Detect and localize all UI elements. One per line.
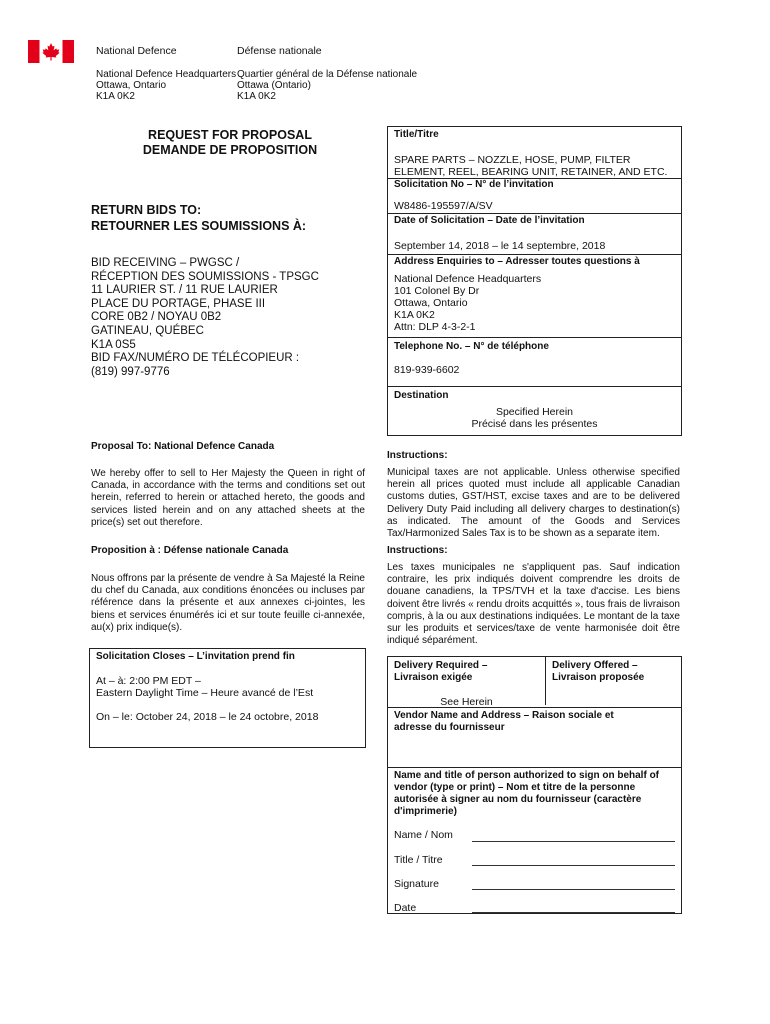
authorized-person-label: Name and title of person authorized to sign on behalf of vendor (type or print) – Nom et titre de la personne autorisée à signer au nom du fournisseur (caractère d'imprimerie): [394, 770, 660, 817]
divider: [388, 707, 681, 708]
proposal-text-en: We hereby offer to sell to Her Majesty the Queen in right of Canada, in accordance with the terms and conditions set out herein, referred to herein or attached hereto, the goods and services listed herein and on any attached sheets at the price(s) set out therefore.: [91, 468, 365, 528]
instructions-text-en: Municipal taxes are not applicable. Unless otherwise specified herein all prices quoted must include all applicable Canadian customs duties, GST/HST, excise taxes and are to be delivered Delivery Duty Paid including all delivery charges to destination(s) as indicated. The amount of the Goods and Services Tax/Harmonized Sales Tax is to be shown as a separate item.: [387, 467, 680, 540]
title-value: SPARE PARTS – NOZZLE, HOSE, PUMP, FILTER ELEMENT, REEL, BEARING UNIT, RETAINER, AND ETC.: [394, 154, 668, 178]
name-field[interactable]: [472, 841, 675, 842]
return-bids-address: BID RECEIVING – PWGSC / RÉCEPTION DES SOUMISSIONS - TPSGC 11 LAURIER ST. / 11 RUE LAURIER PLACE DU PORTAGE, PHASE III CORE 0B2 / NOYAU 0B2 GATINEAU, QUÉBEC K1A 0S5 BID FAX/NUMÉRO DE TÉLÉCOPIEUR : (819) 997-9776: [91, 257, 319, 378]
department-name-en: National Defence: [96, 45, 177, 57]
proposal-text-fr: Nous offrons par la présente de vendre à Sa Majesté la Reine du chef du Canada, aux conditions énoncées ou incluses par référence dans la présente et aux annexes ci-jointes, les biens et services énumérés ici et sur toute feuille ci-annexée, au(x) prix indique(s).: [91, 573, 365, 633]
closes-label: Solicitation Closes – L’invitation prend fin: [96, 651, 295, 662]
instructions-label-fr: Instructions:: [387, 545, 448, 556]
enquiries-address: National Defence Headquarters 101 Colonel By Dr Ottawa, Ontario K1A 0K2 Attn: DLP 4-3-2-1: [394, 273, 542, 333]
department-name-fr: Défense nationale: [237, 45, 322, 57]
vendor-name-label: Vendor Name and Address – Raison sociale et adresse du fournisseur: [394, 710, 614, 733]
telephone-value: 819-939-6602: [394, 364, 460, 376]
solicitation-date-label: Date of Solicitation – Date de l’invitation: [394, 215, 585, 226]
delivery-required-label: Delivery Required – Livraison exigée: [394, 660, 488, 683]
date-field[interactable]: [472, 912, 675, 913]
divider: [388, 386, 681, 387]
closes-date: On – le: October 24, 2018 – le 24 octobre, 2018: [96, 711, 319, 723]
proposal-heading-en: Proposal To: National Defence Canada: [91, 441, 275, 452]
instructions-label-en: Instructions:: [387, 450, 448, 461]
divider: [388, 337, 681, 338]
divider: [545, 657, 546, 705]
proposal-heading-fr: Proposition à : Défense nationale Canada: [91, 545, 289, 556]
solicitation-info-box: [387, 126, 682, 436]
department-address-fr: Quartier général de la Défense nationale Ottawa (Ontario) K1A 0K2: [237, 69, 418, 102]
delivery-offered-label: Delivery Offered – Livraison proposée: [552, 660, 645, 683]
instructions-text-fr: Les taxes municipales ne s'appliquent pas. Sauf indication contraire, les prix indiqués doivent comprendre les droits de douane canadiens, la TPS/TVH et la taxe d'accise. Les biens doivent être livrés « rendu droits acquittés », tous frais de livraison compris, à la ou aux destinations indiquées. Le montant de la taxe sur les produits et services/taxe de vente harmonisée doit être indiqué séparément.: [387, 562, 680, 647]
signature-field[interactable]: [472, 889, 675, 890]
solicitation-number-label: Solicitation No – N° de l’invitation: [394, 179, 554, 190]
signature-field-label: Signature: [394, 878, 439, 890]
telephone-label: Telephone No. – N° de téléphone: [394, 341, 549, 352]
solicitation-number-value: W8486-195597/A/SV: [394, 200, 493, 212]
return-bids-heading: RETURN BIDS TO: RETOURNER LES SOUMISSIONS À:: [91, 203, 307, 233]
vendor-signature-box: [387, 656, 682, 914]
destination-label: Destination: [394, 390, 449, 401]
canada-flag-icon: [28, 40, 74, 63]
title-field[interactable]: [472, 865, 675, 866]
divider: [388, 213, 681, 214]
solicitation-closes-box: [89, 648, 366, 748]
enquiries-label: Address Enquiries to – Adresser toutes questions à: [394, 256, 640, 267]
divider: [388, 254, 681, 255]
title-label: Title/Titre: [394, 129, 439, 140]
document-title: REQUEST FOR PROPOSAL DEMANDE DE PROPOSITION: [142, 128, 318, 157]
solicitation-date-value: September 14, 2018 – le 14 septembre, 2018: [394, 240, 606, 252]
title-field-label: Title / Titre: [394, 854, 443, 866]
divider: [388, 767, 681, 768]
department-address-en: National Defence Headquarters Ottawa, Ontario K1A 0K2: [96, 69, 237, 102]
date-field-label: Date: [394, 902, 417, 914]
destination-value: Specified Herein Précisé dans les présentes: [471, 406, 598, 430]
name-field-label: Name / Nom: [394, 829, 453, 841]
delivery-required-value: See Herein: [440, 696, 493, 708]
closes-time: At – à: 2:00 PM EDT – Eastern Daylight Time – Heure avancé de l’Est: [96, 675, 314, 699]
